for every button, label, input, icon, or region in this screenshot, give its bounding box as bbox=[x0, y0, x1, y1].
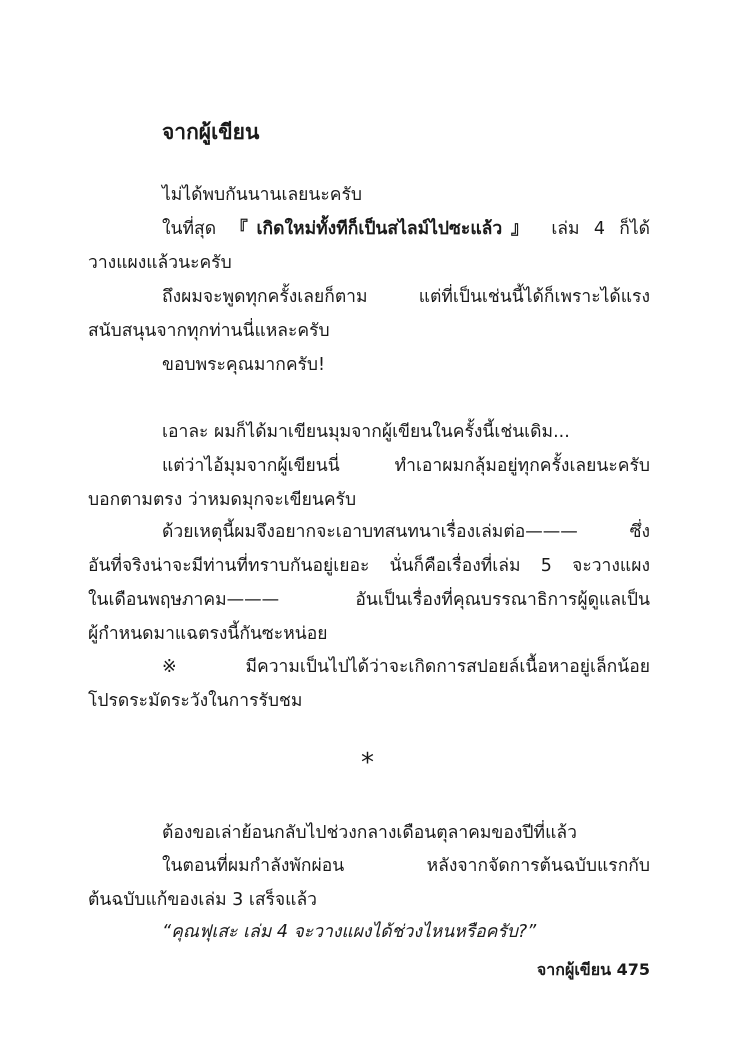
text-line: เอาละ ผมก็ได้มาเขียนมุมจากผู้เขียนในครั้งนี้เช่นเดิม... bbox=[162, 422, 570, 442]
book-title: 『เกิดใหม่ทั้งทีก็เป็นสไลม์ไปซะแล้ว』 bbox=[230, 219, 538, 239]
text-fragment: เล่ม 4 ก็ได้ bbox=[537, 219, 650, 239]
text-line: แต่ว่าไอ้มุมจากผู้เขียนนี่ ทำเอาผมกลุ้มอยู่ทุกครั้งเลยนะครับ bbox=[162, 456, 650, 476]
text-line: วางแผงแล้วนะครับ bbox=[88, 253, 232, 273]
page-heading: จากผู้เขียน bbox=[162, 120, 260, 144]
text-line: ผู้กำหนดมาแฉตรงนี้กันซะหน่อย bbox=[88, 624, 328, 644]
section-separator: * bbox=[361, 748, 374, 778]
text-line: บอกตามตรง ว่าหมดมุกจะเขียนครับ bbox=[88, 490, 357, 510]
text-fragment: ในที่สุด bbox=[162, 219, 231, 239]
text-line: ในตอนที่ผมกำลังพักผ่อน หลังจากจัดการต้นฉบับแรกกับ bbox=[162, 856, 650, 876]
text-line bbox=[162, 218, 650, 240]
page-footer: จากผู้เขียน 475 bbox=[536, 960, 650, 979]
text-line: ต้นฉบับแก้ของเล่ม 3 เสร็จแล้ว bbox=[88, 890, 318, 910]
text-line: อันที่จริงน่าจะมีท่านที่ทราบกันอยู่เยอะ นั่นก็คือเรื่องที่เล่ม 5 จะวางแผง bbox=[88, 556, 650, 576]
text-line: ในเดือนพฤษภาคม——— อันเป็นเรื่องที่คุณบรรณาธิการผู้ดูแลเป็น bbox=[88, 590, 650, 610]
text-line: สนับสนุนจากทุกท่านนี่แหละครับ bbox=[88, 321, 330, 341]
text-line: โปรดระมัดระวังในการรับชม bbox=[88, 691, 303, 711]
dialogue-line: “คุณฟุเสะ เล่ม 4 จะวางแผงได้ช่วงไหนหรือครับ?” bbox=[162, 922, 537, 942]
text-line: ถึงผมจะพูดทุกครั้งเลยก็ตาม แต่ที่เป็นเช่นนี้ได้ก็เพราะได้แรง bbox=[162, 287, 650, 307]
text-line: ด้วยเหตุนี้ผมจึงอยากจะเอาบทสนทนาเรื่องเล่มต่อ——— ซึ่ง bbox=[162, 522, 650, 542]
text-line: ไม่ได้พบกันนานเลยนะครับ bbox=[162, 185, 362, 205]
spoiler-note: ※มีความเป็นไปได้ว่าจะเกิดการสปอยล์เนื้อหาอยู่เล็กน้อย bbox=[162, 657, 650, 677]
text-line: ขอบพระคุณมากครับ! bbox=[162, 355, 326, 375]
text-line: ต้องขอเล่าย้อนกลับไปช่วงกลางเดือนตุลาคมของปีที่แล้ว bbox=[162, 823, 577, 843]
